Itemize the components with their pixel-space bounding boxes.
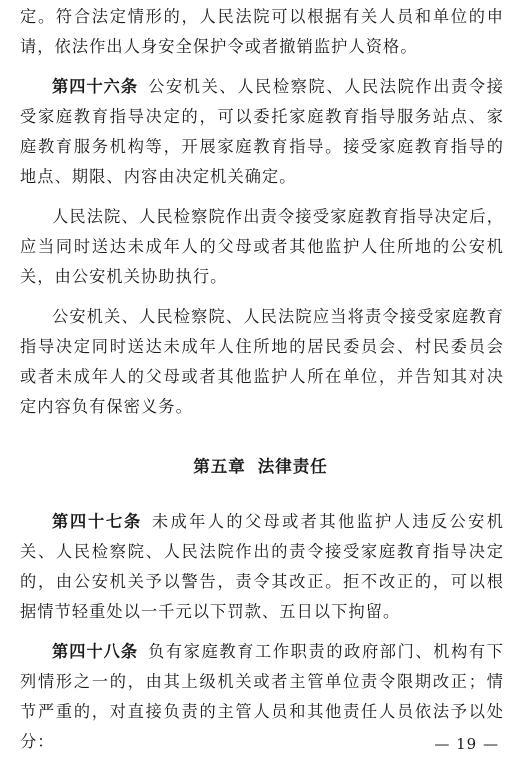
article-text: 公安机关、人民检察院、人民法院作出责令接受家庭教育指导决定的，可以委托家庭教育指导服务站点、家庭教育服务机构等，开展家庭教育指导。接受家庭教育指导的地点、期限、内容由决定机关确定。 <box>20 77 505 186</box>
page-number: — 19 — <box>434 735 499 753</box>
article-48 <box>20 637 504 757</box>
article-number: 第四十八条 <box>52 642 139 661</box>
article-text: 未成年人的父母或者其他监护人违反公安机关、人民检察院、人民法院作出的责令接受家庭教育指导决定的，由公安机关予以警告，责令其改正。拒不改正的，可以根据情节轻重处以一千元以下罚款、五日以下拘留。 <box>20 512 504 621</box>
paragraph-confidentiality <box>20 302 504 422</box>
article-number: 第四十七条 <box>52 512 142 531</box>
paragraph-service <box>20 202 504 292</box>
article-number: 第四十六条 <box>52 77 139 96</box>
paragraph-text: 人民法院、人民检察院作出责令接受家庭教育指导决定后，应当同时送达未成年人的父母或者其他监护人住所地的公安机关，由公安机关协助执行。 <box>20 207 504 286</box>
article-46 <box>20 72 504 192</box>
paragraph-text: 定。符合法定情形的，人民法院可以根据有关人员和单位的申请，依法作出人身安全保护令或者撤销监护人资格。 <box>20 7 504 56</box>
article-text: 负有家庭教育工作职责的政府部门、机构有下列情形之一的，由其上级机关或者主管单位责令限期改正；情节严重的，对直接负责的主管人员和其他责任人员依法予以处分： <box>20 642 505 751</box>
article-47 <box>20 507 504 627</box>
paragraph-continuation <box>20 2 504 62</box>
chapter-number: 第五章 <box>193 457 246 476</box>
paragraph-text: 公安机关、人民检察院、人民法院应当将责令接受家庭教育指导决定同时送达未成年人住所地的居民委员会、村民委员会或者未成年人的父母或者其他监护人所在单位，并告知其对决定内容负有保密义务。 <box>20 307 504 416</box>
chapter-heading <box>0 452 521 482</box>
chapter-title: 法律责任 <box>257 457 328 476</box>
